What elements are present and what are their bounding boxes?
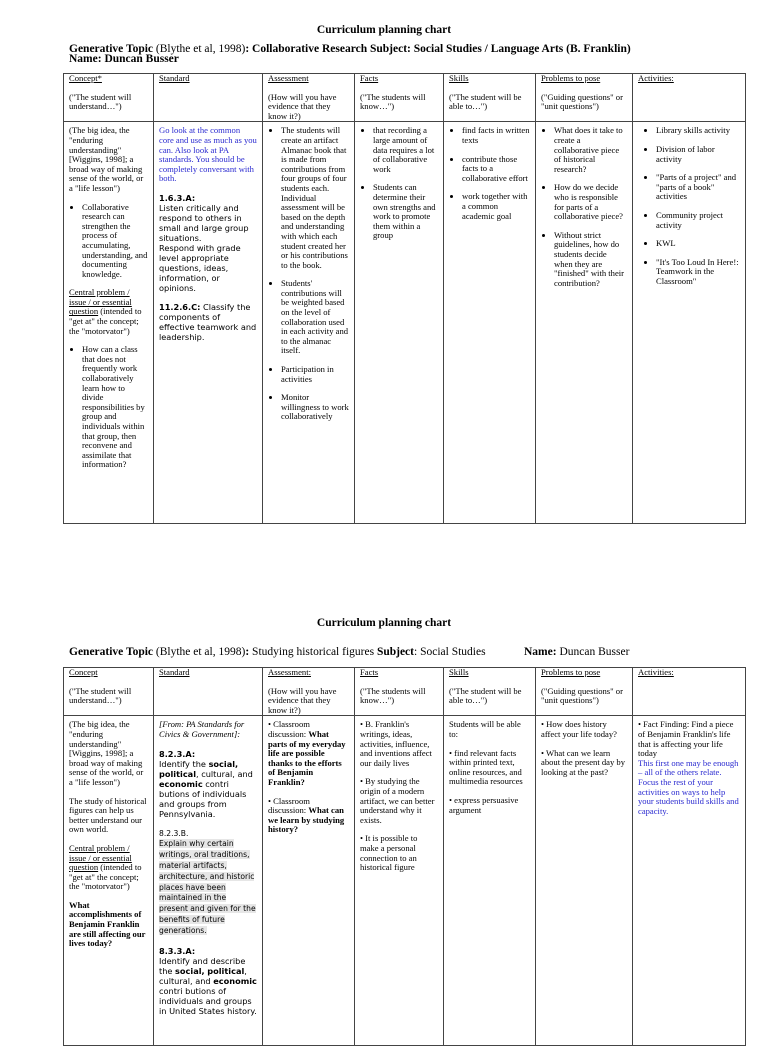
list-item: • Without strict guidelines, how do students decide when they are "finished" with their contribution? — [554, 231, 627, 289]
list-item: • By studying the origin of a modern artifact, we can better understand why it exists. — [360, 776, 435, 825]
list-item: • B. Franklin's writings, ideas, activities, influence, and inventions affect our daily lives — [360, 719, 432, 768]
chart2-name-line: Name: Duncan Busser — [524, 646, 630, 658]
chart2-body-row — [64, 716, 746, 1046]
chart2-topic-line: Generative Topic (Blythe et al, 1998): Studying historical figures Subject: Social Studies — [69, 646, 486, 658]
list-item: • How does history affect your life today? — [541, 719, 617, 739]
list-item: • How do we decide who is responsible for parts of a collaborative piece? — [554, 183, 627, 221]
list-item: • Participation in activities — [281, 365, 349, 384]
list-item: • work together with a common academic goal — [462, 192, 530, 221]
list-item: • "It's Too Loud In Here!: Teamwork in the Classroom" — [656, 258, 740, 287]
header-activities: Activities: — [633, 668, 746, 716]
header-skills: Skills ("The student will be able to…") — [444, 668, 536, 716]
list-item: • Division of labor activity — [656, 145, 740, 164]
list-item: • "Parts of a project" and "parts of a book" activities — [656, 173, 740, 202]
chart1-concept-cell: (The big idea, the "enduring understanding" [Wiggins, 1998]; a broad way of making sense of the world, or a "life lesson") • Collaborative research can strengthen the process of accumulating, understanding, and documenting knowledge. Central problem / issue / or essential question (intended to "get at" the concept; the "motorvator") • How can a class that does not frequently work collaboratively learn how to divide responsibilities by group and individuals within that group, then reconvene and assimilate that information? — [64, 122, 154, 524]
list-item: • Students can determine their own strengths and work to promote them within a group — [373, 183, 438, 241]
topic-rest: : Collaborative Research Subject: Social Studies / Language Arts (B. Franklin) — [245, 43, 631, 55]
header-problems: Problems to pose ("Guiding questions" or "unit questions") — [536, 668, 633, 716]
chart1-standard-cell: Go look at the common core and use as much as you can. Also look at PA standards. You should be completely conversant with both. 1.6.3.A: Listen critically and respond to others in small and large group situations. Respond with grade level appropriate questions, ideas, information, or opinions. 11.2.6.C: Classify the components of effective teamwork and leadership. — [154, 122, 263, 524]
header-facts: Facts ("The students will know…") — [355, 74, 444, 122]
chart2-skills-cell: Students will be able to: • find relevant facts within printed text, online resources, and multimedia resources • express persuasive argument — [444, 716, 536, 1046]
chart1-activities-cell — [633, 122, 746, 524]
list-item: • What can we learn about the present day by looking at the past? — [541, 747, 626, 777]
header-activities: Activities: — [633, 74, 746, 122]
list-item: • Library skills activity — [656, 126, 740, 136]
chart1-skills-cell — [444, 122, 536, 524]
chart2-table — [63, 667, 746, 1046]
list-item: • that recording a large amount of data requires a lot of collaborative work — [373, 126, 438, 174]
header-assessment: Assessment: (How will you have evidence that they know it?) — [263, 668, 355, 716]
chart2-standard-cell: [From: PA Standards for Civics & Government]: 8.2.3.A: Identify the social, political, cultural, and economic contri butions of individuals and groups from Pennsylvania. 8.2.3.B. Explain why certain writings, oral traditions, material artifacts, architecture, and historic places have been maintained in the present and given for the benefits of future generations. 8.3.3.A: Identify and describe the social, political, cultural, and economic contri butions of individuals and groups in United States history. — [154, 716, 263, 1046]
header-concept: Concept* ("The student will understand…") — [64, 74, 154, 122]
list-item: • find facts in written texts — [462, 126, 530, 145]
chart1-body-row — [64, 122, 746, 524]
chart1-problems-cell — [536, 122, 633, 524]
list-item: • What does it take to create a collaborative piece of historical research? — [554, 126, 627, 174]
header-skills: Skills ("The student will be able to…") — [444, 74, 536, 122]
list-item: • How can a class that does not frequently work collaboratively learn how to divide responsibilities by group and individuals within that group, then reconvene and assimilate that information? — [82, 345, 148, 470]
list-item: • Fact Finding: Find a piece of Benjamin Franklin's life that is affecting your life today — [638, 719, 734, 759]
header-facts: Facts ("The students will know…") — [355, 668, 444, 716]
header-problems: Problems to pose ("Guiding questions" or "unit questions") — [536, 74, 633, 122]
highlighted-standard: Explain why certain writings, oral traditions, material artifacts, architecture, and historic places have been maintained in the present and given for the benefits of future generations. — [159, 839, 256, 935]
list-item: • Collaborative research can strengthen the process of accumulating, understanding, and documenting knowledge. — [82, 203, 148, 280]
list-item: • The students will create an artifact Almanac book that is made from contributions from four groups of four students each. Individual assessment will be based on the depth and understanding with which each student created her or his contributions to the book. — [281, 126, 349, 270]
chart1-table — [63, 73, 746, 524]
chart2-problems-cell — [536, 716, 633, 1046]
topic-cite: (Blythe et al, 1998) — [153, 43, 246, 55]
chart2-header-row — [64, 668, 746, 716]
essential-question: What accomplishments of Benjamin Franklin are still affecting our lives today? — [69, 899, 146, 949]
list-item: • Students' contributions will be weighted based on the level of collaboration used in each activity and to the almanac itself. — [281, 279, 349, 356]
comment-text: This first one may be enough – all of the others relate. Focus the rest of your activities on ways to help your students build skills and capacity. — [638, 757, 739, 816]
header-concept: Concept ("The student will understand…") — [64, 668, 154, 716]
list-item: • It is possible to make a personal connection to an historical figure — [360, 833, 418, 873]
list-item: • Monitor willingness to work collaboratively — [281, 393, 349, 422]
chart1-assessment-cell — [263, 122, 355, 524]
chart1-name-line: Name: Duncan Busser — [69, 53, 179, 65]
header-assessment: Assessment (How will you have evidence that they know it?) — [263, 74, 355, 122]
chart2-concept-cell: (The big idea, the "enduring understanding" [Wiggins, 1998]; a broad way of making sense of the world, or a "life lesson") The study of historical figures can help us better understand our own world. Central problem / issue / or essential question (intended to "get at" the concept; the "motorvator") What accomplishments of Benjamin Franklin are still affecting our lives today? — [64, 716, 154, 1046]
list-item: • Community project activity — [656, 211, 740, 230]
comment-text: Go look at the common core and use as much as you can. Also look at PA standards. You should be completely conversant with both. — [159, 125, 257, 184]
list-item: • contribute those facts to a collaborative effort — [462, 155, 530, 184]
chart2-facts-cell — [355, 716, 444, 1046]
list-item: • find relevant facts within printed text, online resources, and multimedia resources — [449, 747, 523, 787]
chart1-title: Curriculum planning chart — [316, 24, 452, 36]
chart2-title: Curriculum planning chart — [316, 617, 452, 629]
chart2-activities-cell — [633, 716, 746, 1046]
topic-label: Generative Topic — [69, 43, 154, 55]
list-item: • KWL — [656, 239, 740, 249]
header-standard: Standard — [154, 668, 263, 716]
chart1-header-row — [64, 74, 746, 122]
chart2-assessment-cell: • Classroom discussion: What parts of my everyday life are possible thanks to the efforts of Benjamin Franklin? • Classroom discussion: What can we learn by studying history? — [263, 716, 355, 1046]
list-item: • express persuasive argument — [449, 794, 519, 815]
chart1-facts-cell — [355, 122, 444, 524]
header-standard: Standard — [154, 74, 263, 122]
